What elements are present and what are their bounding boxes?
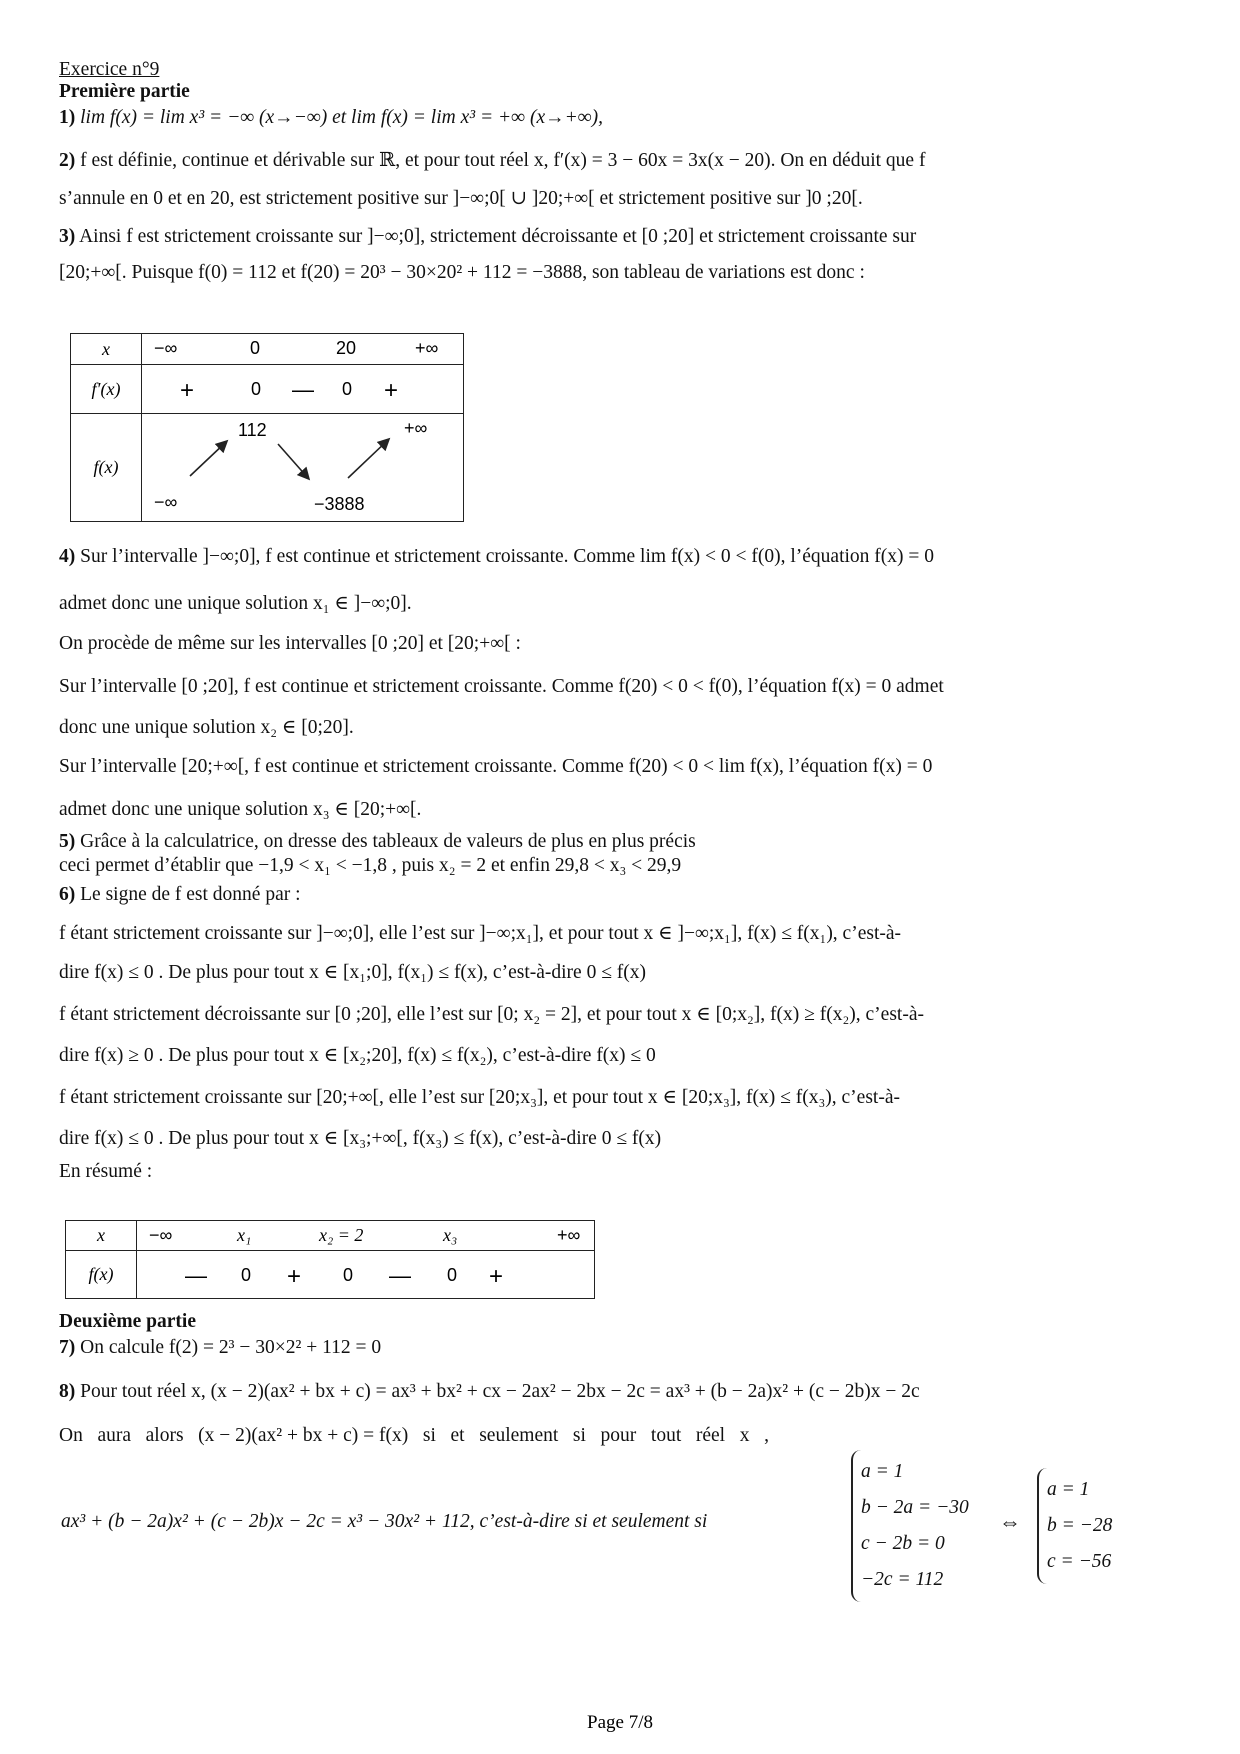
question-6-line0 [59,883,1187,906]
question-1 [59,106,1187,129]
q2-line1: f est définie, continue et dérivable sur ℝ, et pour tout réel x, f′(x) = 3 − 60x = 3x(x − 20). On en déduit que f [80,150,926,171]
sign-table [65,1220,595,1299]
table1-f-max: 112 [238,420,267,440]
question-7 [59,1336,1187,1359]
q3-line1: Ainsi f est strictement croissante sur ]−∞;0], strictement décroissante et [0 ;20] et strictement croissante sur [79,226,917,247]
q3-line2: [20;+∞[. Puisque f(0) = 112 et f(20) = 20³ − 30×20² + 112 = −3888, son tableau de variations est donc : [59,262,865,283]
table2-f-label: f(x) [66,1251,137,1299]
system-1: a = 1 b − 2a = −30 c − 2b = 0 −2c = 112 [851,1450,969,1602]
table1-f-label: f(x) [71,414,142,522]
variation-arrows [142,414,432,522]
q5-l2: ceci permet d’établir que −1,9 < x₁ < −1,8 , puis x₂ = 2 et enfin 29,8 < x₃ < 29,9 [59,855,682,876]
part-two-heading: Deuxième partie [59,1311,196,1332]
q4-l5: donc une unique solution x₂ ∈ [0;20]. [59,717,354,738]
q4-l2: admet donc une unique solution x₁ ∈ ]−∞;0]. [59,593,412,614]
table1-f-min: −3888 [314,494,365,514]
table2-x-values: −∞ x₁ x₂ = 2 x₃ +∞ [137,1221,595,1251]
q6-l4: dire f(x) ≥ 0 . De plus pour tout x ∈ [x₂;20], f(x) ≤ f(x₂), c’est-à-dire f(x) ≤ 0 [59,1045,656,1066]
table1-x-plus-inf: +∞ [415,338,439,358]
q1-number: 1) [59,107,76,128]
q6-l1: f étant strictement croissante sur ]−∞;0], elle l’est sur ]−∞;x₁], et pour tout x ∈ ]−∞;x₁], f(x) ≤ f(x₁), c’est-à- [59,923,902,944]
question-3-line1 [59,225,1187,248]
q6-l5: f étant strictement croissante sur [20;+∞[, elle l’est sur [20;x₃], et pour tout x ∈ [20;x₃], f(x) ≤ f(x₃), c’est-à- [59,1087,900,1108]
q4-l3: On procède de même sur les intervalles [0 ;20] et [20;+∞[ : [59,633,521,654]
part-one-heading: Première partie [59,81,190,102]
q6-summary: En résumé : [59,1161,153,1182]
q8-systems-line [59,1448,1187,1608]
q4-l7: admet donc une unique solution x₃ ∈ [20;+∞[. [59,799,422,820]
question-5-line1 [59,830,1187,853]
question-2-line1 [59,149,1187,172]
q6-l6: dire f(x) ≤ 0 . De plus pour tout x ∈ [x₃;+∞[, f(x₃) ≤ f(x), c’est-à-dire 0 ≤ f(x) [59,1128,662,1149]
table1-f-minus-inf: −∞ [154,492,178,512]
q3-number: 3) [59,226,76,247]
q8-number: 8) [59,1381,76,1402]
q8-l2: On aura alors (x − 2)(ax² + bx + c) = f(x) si et seulement si pour tout réel x , [59,1425,769,1446]
q1-text: lim f(x) = lim x³ = −∞ (x→−∞) et lim f(x) = lim x³ = +∞ (x→+∞), [80,107,604,128]
q4-number: 4) [59,546,76,567]
table2-x-label: x [66,1221,137,1251]
table1-x-minus-inf: −∞ [154,338,178,358]
q2-line2: s’annule en 0 et en 20, est strictement positive sur ]−∞;0[ ∪ ]20;+∞[ et strictement positive sur ]0 ;20[. [59,188,863,209]
q4-l1: Sur l’intervalle ]−∞;0], f est continue et strictement croissante. Comme lim f(x) < 0 < f(0), l’équation f(x) = 0 [80,546,935,567]
table2-signs: — 0 + 0 — 0 + [137,1251,595,1299]
q5-number: 5) [59,831,76,852]
q6-l0: Le signe de f est donné par : [80,884,301,905]
q4-l6: Sur l’intervalle [20;+∞[, f est continue et strictement croissante. Comme f(20) < 0 < lim f(x), l’équation f(x) = 0 [59,756,933,777]
table1-x-zero: 0 [250,338,261,358]
variation-table [70,333,464,522]
q6-number: 6) [59,884,76,905]
table1-f-variations [142,414,464,522]
table1-fprime-label: f′(x) [71,365,142,414]
exercise-title: Exercice n°9 [59,59,160,80]
table1-x-label: x [71,334,142,365]
question-8-line1 [59,1380,1187,1403]
q4-l4: Sur l’intervalle [0 ;20], f est continue et strictement croissante. Comme f(20) < 0 < f(0), l’équation f(x) = 0 admet [59,676,944,697]
q8-l3: ax³ + (b − 2a)x² + (c − 2b)x − 2c = x³ − 30x² + 112, c’est-à-dire si et seulement si [61,1511,708,1532]
q2-number: 2) [59,150,76,171]
q7-number: 7) [59,1337,76,1358]
table1-f-plus-inf: +∞ [404,418,428,438]
q7-text: On calcule f(2) = 2³ − 30×2² + 112 = 0 [80,1337,382,1358]
equivalence-symbol: ⇔ [999,1509,1021,1534]
table1-fprime-signs: + 0 — 0 + [142,365,464,414]
system-2: a = 1 b = −28 c = −56 [1037,1468,1112,1584]
page-number: Page 7/8 [587,1712,653,1733]
q6-l2: dire f(x) ≤ 0 . De plus pour tout x ∈ [x₁;0], f(x₁) ≤ f(x), c’est-à-dire 0 ≤ f(x) [59,962,646,983]
q6-l3: f étant strictement décroissante sur [0 ;20], elle l’est sur [0; x₂ = 2], et pour tout x ∈ [0;x₂], f(x) ≥ f(x₂), c’est-à- [59,1004,924,1025]
table1-x-twenty: 20 [336,338,357,358]
q5-l1: Grâce à la calculatrice, on dresse des tableaux de valeurs de plus en plus précis [80,831,696,852]
table1-x-values [142,334,464,365]
question-4-line1 [59,545,1187,568]
q8-l1: Pour tout réel x, (x − 2)(ax² + bx + c) = ax³ + bx² + cx − 2ax² − 2bx − 2c = ax³ + (b − 2a)x² + (c − 2b)x − 2c [80,1381,920,1402]
